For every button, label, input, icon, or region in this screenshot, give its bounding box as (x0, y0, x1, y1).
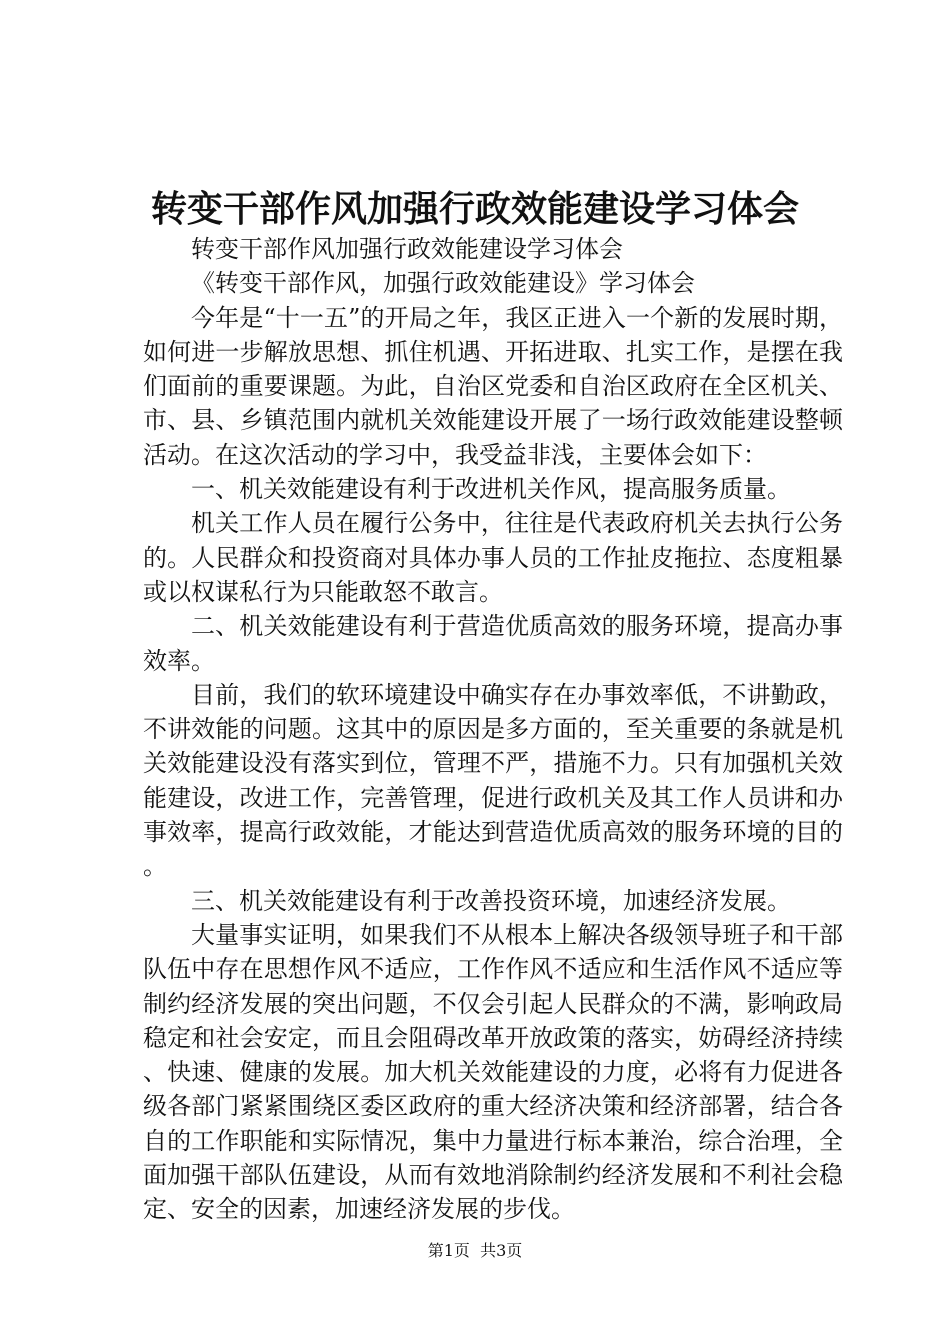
page-number-footer: 第1页 共3页 (427, 1241, 523, 1260)
body-paragraph: 转变干部作风加强行政效能建设学习体会 (191, 235, 623, 263)
body-paragraph: 《转变干部作风，加强行政效能建设》学习体会 (191, 269, 695, 298)
body-paragraph: 大量事实证明，如果我们不从根本上解决各级领导班子和干部队伍中存在思想作风不适应，工作作风不适应和生活作风不适应等制约经济发展的突出问题，不仅会引起人民群众的不满，影响政局稳定和社会安定，而且会阻碍改革开放政策的落实，妨碍经济持续、快速、健康的发展。加大机关效能建设的力度，必将有力促进各级各部门紧紧围绕区委区政府的重大经济决策和经济部署，结合各自的工作职能和实际情况，集中力量进行标本兼治，综合治理，全面加强干部队伍建设，从而有效地消除制约经济发展和不利社会稳定、安全的因素，加速经济发展的步伐。 (143, 920, 843, 1224)
section-heading: 三、机关效能建设有利于改善投资环境，加速经济发展。 (191, 886, 791, 915)
document-title: 转变干部作风加强行政效能建设学习体会 (150, 188, 799, 230)
body-paragraph: 今年是“十一五”的开局之年，我区正进入一个新的发展时期，如何进一步解放思想、抓住机遇、开拓进取、扎实工作，是摆在我们面前的重要课题。为此，自治区党委和自治区政府在全区机关、市、县、乡镇范围内就机关效能建设开展了一场行政效能建设整顿活动。在这次活动的学习中，我受益非浅，主要体会如下： (143, 303, 843, 469)
document-body (143, 232, 843, 1227)
body-paragraph: 目前，我们的软环境建设中确实存在办事效率低，不讲勤政，不讲效能的问题。这其中的原因是多方面的，至关重要的条就是机关效能建设没有落实到位，管理不严，措施不力。只有加强机关效能建设，改进工作，完善管理，促进行政机关及其工作人员讲和办事效率，提高行政效能，才能达到营造优质高效的服务环境的目的。 (143, 680, 843, 881)
body-paragraph: 机关工作人员在履行公务中，往往是代表政府机关去执行公务的。人民群众和投资商对具体办事人员的工作扯皮拖拉、态度粗暴或以权谋私行为只能敢怒不敢言。 (143, 509, 843, 606)
section-heading: 二、机关效能建设有利于营造优质高效的服务环境，提高办事效率。 (143, 612, 843, 675)
section-heading: 一、机关效能建设有利于改进机关作风，提高服务质量。 (191, 475, 791, 504)
